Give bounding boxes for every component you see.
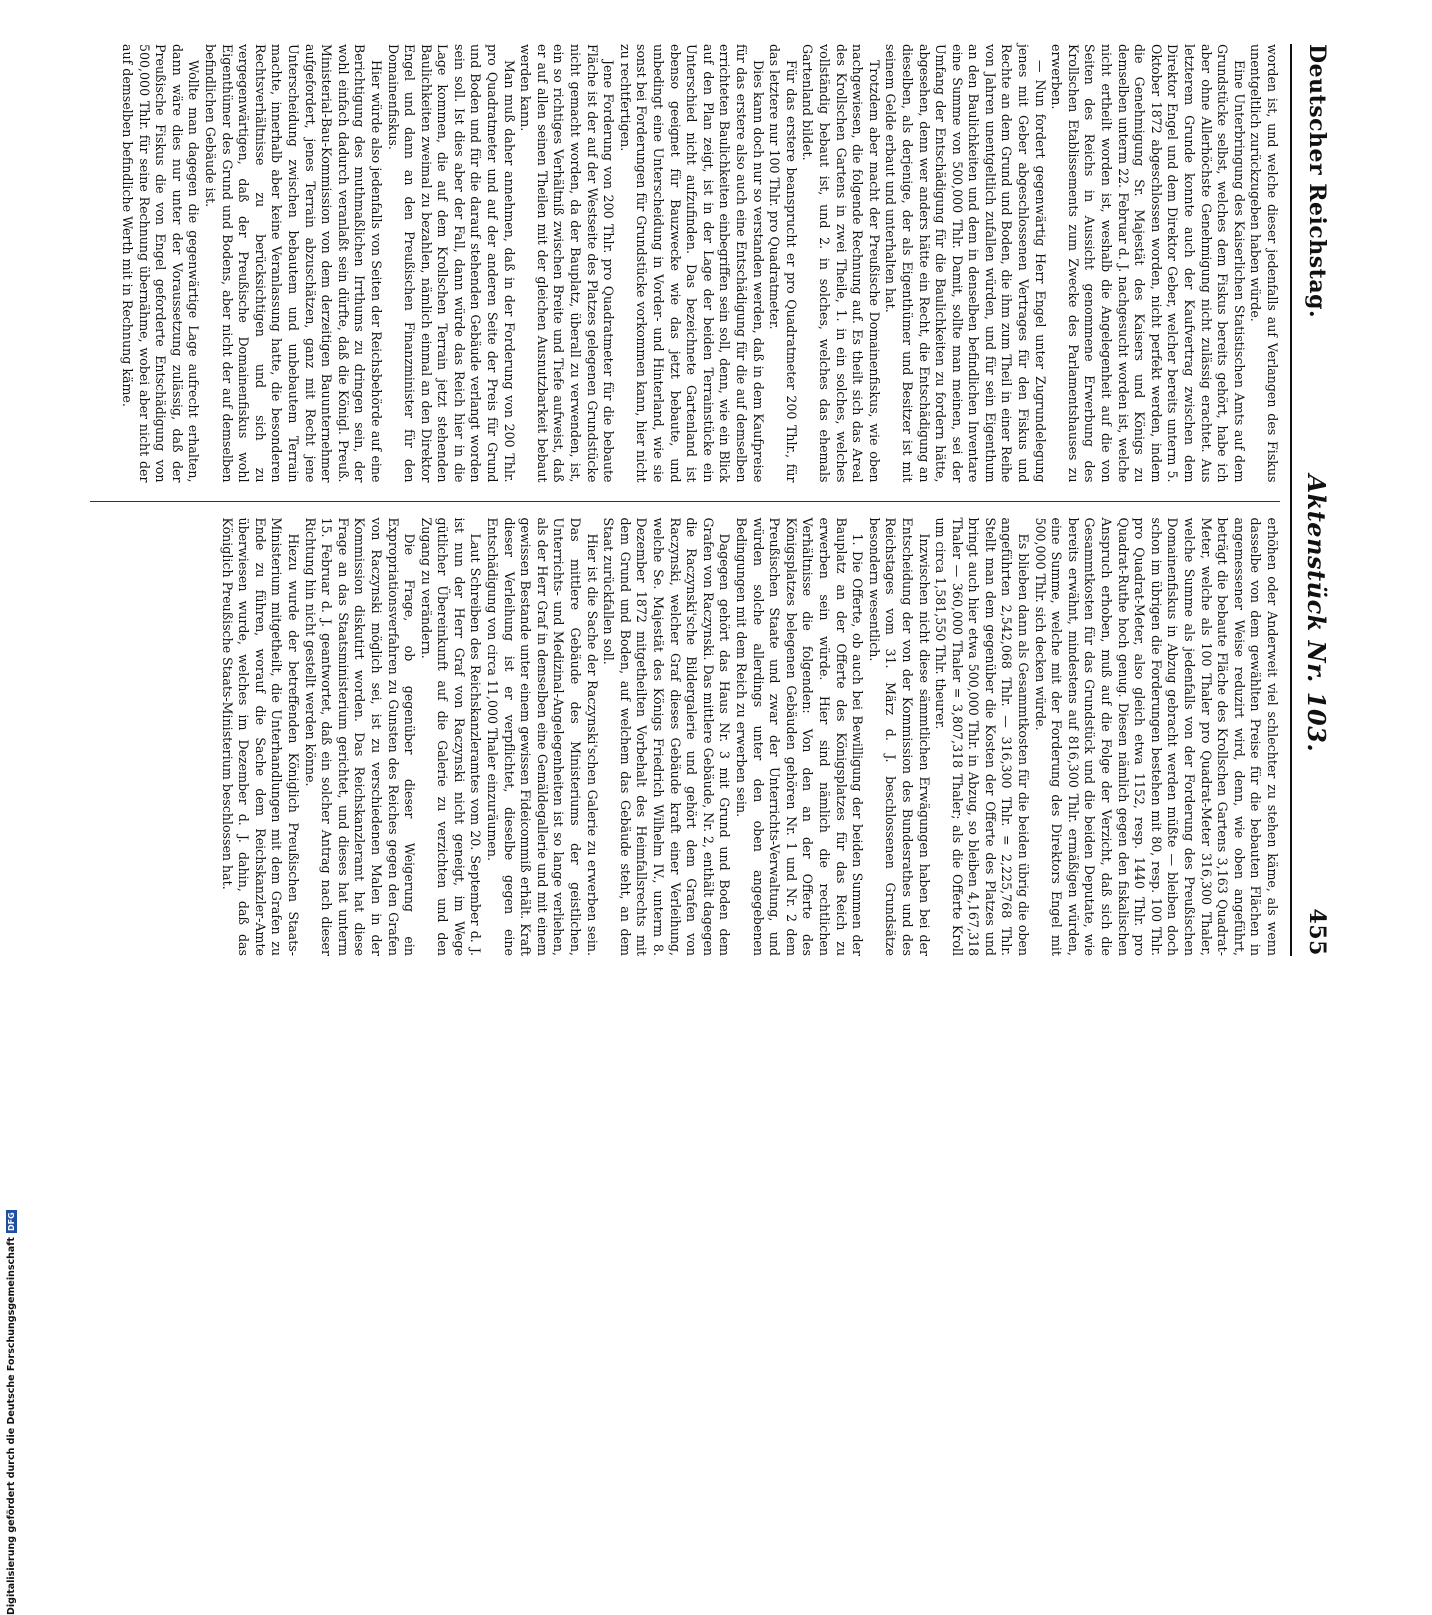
digitization-credit bbox=[2, 1212, 20, 1615]
text-column-right bbox=[90, 501, 1280, 957]
paragraph: Die Frage, ob gegenüber dieser Weigerung ein Expropriationsverfahren zu Gunsten des Reiches gegen den Grafen von Raczynski möglich sei, ist zu verschiedenen Malen in der Kommission diskutirt worden. Das Reichskanzleramt hat diese Frage an das Staatsministerium gerichtet, und dieses hat unterm 15. Februar d. J. geantwortet, daß ein solcher Antrag nach dieser Richtung hin nicht gestellt werden könne. bbox=[302, 517, 418, 956]
paragraph: worden ist, und welche dieser jedenfalls auf Verlangen des Fiskus unentgeltlich zurückzugeben haben würde. bbox=[1248, 44, 1280, 483]
page-header bbox=[1290, 44, 1342, 956]
paragraph: Hier würde also jedenfalls von Seiten der Reichsbehörde auf eine Berichtigung des muthmaßlichen Irrthums zu dringen sein, der wohl einfach dadurch veranlaßt sein dürfte, daß die Königl. Preuß. Ministerial-Bau-Kommission von dem derzeitigen Bauunternehmer aufgefordert, jenes Terrain abzuschätzen, ganz mit Recht jene Unterscheidung zwischen bebautem und unbebautem Terrain machte, innerhalb aber keine Veranlassung hatte, die besonderen Rechtsverhältnisse zu berücksichtigen und sich zu vergegenwärtigen, daß der Preußische Domainenfiskus wohl Eigenthümer des Grund und Bodens, aber nicht der auf demselben befindlichen Gebäude ist. bbox=[203, 44, 384, 483]
paragraph: Trotzdem aber macht der Preußische Domainenfiskus, wie oben nachgewiesen, die folgende Rechnung auf. Es theilt sich das Areal des Krollschen Gartens in zwei Theile, 1. in ein solches, welches vollständig bebaut ist, und 2. in solches, welches das ehemals Gartenland bildet. bbox=[800, 44, 882, 483]
paragraph: Man muß daher annehmen, daß in der Forderung von 200 Thlr. pro Quadratmeter und auf der anderen Seite der Preis für Grund und Boden und für die darauf stehenden Gebäude verlangt worden sein soll. Ist dies aber der Fall, dann würde das Reich hier in die Lage kommen, die auf dem Krollschen Terrain jetzt stehenden Baulichkeiten zweimal zu bezahlen, nämlich einmal an den Direktor Engel und dann an den Preußischen Finanzminister für den Domainenfiskus. bbox=[385, 44, 517, 483]
text-column-left bbox=[90, 44, 1280, 483]
paragraph: erhöhen oder Anderweit viel schlechter zu stehen käme, als wenn dasselbe von dem gewählten Preise für die bebauten Flächen in angemessener Weise reduzirt wird, denn, wie oben angeführt, beträgt die bebaute Fläche des Krollschen Gartens 3,163 Quadrat-Meter, welche als 100 Thaler pro Quadrat-Meter 316,300 Thaler, welche Summe als jedenfalls von der Forderung des Preußischen Domainenfiskus in Abzug gebracht werden müßte — bleiben doch schon im übrigen die Forderungen bestehen mit 80, resp. 100 Thlr. pro Quadrat-Meter, also gleich etwa 1152, resp. 1440 Thlr. pro Quadrat-Ruthe hoch genug. Diesen nämlich gegen den fiskalischen Anspruch erhoben, muß auf die Folge der Verzicht, daß sich die Gesammtkosten für das Grundstück und die beiden Deputate, wie bereits erwähnt, mindestens auf 816,300 Thlr. ermäßigen würden, eine Summe, welche mit der Forderung des Direktors Engel mit 500,000 Thlr. sich decken würde. bbox=[1032, 517, 1280, 956]
paragraph: Für das erstere beansprucht er pro Quadratmeter 200 Thlr., für das letztere nur 100 Thlr. pro Quadratmeter. bbox=[767, 44, 799, 483]
paragraph: 1. Die Offerte, ob auch bei Bewilligung der beiden Summen der Bauplatz an der Offerte des Königsplatzes für das Reich zu erwerben sein würde. Hier sind nämlich die rechtlichen Verhältnisse die folgenden: Von den an der Offerte des Königsplatzes belegenen Gebäuden gehören Nr. 1 und Nr. 2 dem Preußischen Staate und zwar der Unterrichts-Verwaltung, und würden solche allerdings unter den oben angegebenen Bedingungen mit dem Reich zu erwerben sein. bbox=[734, 517, 866, 956]
header-publication: Deutscher Reichstag. bbox=[1304, 44, 1330, 319]
paragraph: — Nun fordert gegenwärtig Herr Engel unter Zugrundelegung jenes mit Geber abgeschlossenen Vertrages für den Fiskus und Rechte an dem Grund und Boden, die ihm zum Theil in einer Reihe von Jahren unentgeltlich zufallen würden, und für sein Eigenthum an den Baulichkeiten und dem in denselben befindlichen Inventare eine Summe von 500,000 Thlr. Damit, sollte man meinen, sei der Umfang der Entschädigung für die Baulichkeiten zu fordern hätte, abgesehen, denn wer anders hätte ein Recht, die Entschädigung an dieselben, als derjenige, der als Eigenthümer und Besitzer ist mit seinem Gelde erbaut und unterhalten hat. bbox=[883, 44, 1048, 483]
dfg-logo-icon: DFG bbox=[6, 1212, 16, 1232]
paragraph: Es blieben dann als Gesammtkosten für die beiden übrig die oben angeführten 2,542,068 Thlr. — 316,300 Thlr. = 2,225,768 Thlr. Stellt man dem gegenüber die Kosten der Offerte des Platzes und bringt auch hier etwa 500,000 Thlr. in Abzug, so bleiben 4,167,318 Thaler — 360,000 Thaler = 3,807,318 Thaler; als die Offerte Kroll um circa 1,581,550 Thlr. theurer. bbox=[933, 517, 1032, 956]
header-document-number: Aktenstück Nr. 103. bbox=[1302, 474, 1332, 753]
paragraph: Laut Schreiben des Reichskanzleramtes vom 20. September d. J. ist nun der Herr Graf von Raczynski nicht geneigt, im Wege gütlicher Übereinkunft auf die Galerie zu verzichten und den Zugang zu verändern. bbox=[418, 517, 484, 956]
paragraph: Dagegen gehört das Haus Nr. 3 mit Grund und Boden dem Grafen von Raczynski. Das mittlere Gebäude, Nr. 2, enthält dagegen die Raczynski'sche Bildergalerie und gehört dem Grafen von Raczynski, welcher Graf dieses Gebäude kraft einer Verleihung, welche Se. Majestät des Königs Friedrich Wilhelm IV., unterm 8. Dezember 1872 mitgetheilten Vorbehalt des Heimfallsrechts mit dem Grund und Boden, auf welchem das Gebäude steht, an dem Staat zurückfallen soll. bbox=[601, 517, 733, 957]
text-columns bbox=[90, 44, 1280, 956]
paragraph: Hiezu wurde der betreffenden Königlich Preußischen Staats-Ministerium mitgetheilt, die Unterhandlungen mit dem Grafen zu Ende zu führen, worauf die Sache dem Reichskanzler-Amte überwiesen wurde, welches im Dezember d. J. dahin, daß das Königlich Preußische Staats-Ministerium beschlossen hat. bbox=[219, 517, 301, 956]
credit-text: Digitalisierung gefördert durch die Deutsche Forschungsgemeinschaft bbox=[5, 1237, 17, 1615]
paragraph: Inzwischen nicht diese sämmtlichen Erwägungen haben bei der Entscheidung der von der Kommission des Bundesrathes und des Reichstages vom 31. März d. J. beschlossenen Grundsätze besondern wesentlich. bbox=[866, 517, 932, 956]
paragraph: Jene Forderung von 200 Thlr. pro Quadratmeter für die bebaute Fläche ist der auf der Westseite des Platzes gelegenen Grundstücke nicht gemacht worden, da der Bauplatz, überall zu verwenden, ist, ein so richtiges Verhältniß zwischen Breite und Tiefe aufweist, daß er auf allen seinen Theilen mit der gleichen Ausnutzbarkeit bebaut werden kann. bbox=[518, 44, 617, 483]
paragraph: Wollte man dagegen die gegenwärtige Lage aufrecht erhalten, dann wäre dies nur unter der Voraussetzung zulässig, daß der Preußische Fiskus die von Engel geforderte Entschädigung von 500,000 Thlr. für seine Rechnung übernähme, wobei aber nicht der auf demselben befindliche Werth mit in Rechnung käme. bbox=[120, 44, 202, 483]
paragraph: Dies kann doch nur so verstanden werden, daß in dem Kaufpreise für das erstere also auch eine Entschädigung für die auf demselben errichteten Baulichkeiten einbegriffen sein soll, denn, wie ein Blick auf den Plan zeigt, ist in der Lage der beiden Terrainstücke ein Unterschied nicht aufzufinden. Das bezeichnete Gartenland ist ebenso geeignet für Bauzwecke wie das jetzt bebaute, und unbedingt eine Unterscheidung in Vorder- und Hinterland, wie sie sonst bei Forderungen für Grundstücke vorkommen kann, hier nicht zu rechtfertigen. bbox=[617, 44, 766, 483]
paragraph: Hier ist die Sache der Raczynski'schen Galerie zu erwerben sein. Das mittlere Gebäude des Ministeriums der geistlichen, Unterrichts- und Medizinal-Angelegenheiten ist so lange verliehen, als der Herr Graf in demselben eine Gemäldegallerie und mit einem gewissen Bestande unter einem gewissen Fideicommiß erhält. Kraft dieser Verleihung ist er verpflichtet, dieselbe gegen eine Entschädigung von circa 11,000 Thaler einzuräumen. bbox=[485, 517, 600, 956]
paragraph: Eine Unterbringung des Kaiserlichen Statistischen Amts auf dem Grundstücke selbst, welches dem Fiskus bereits gehört, habe ich aber ohne Allerhöchste Genehmigung nicht zulässig erachtet. Aus letzterem Grunde konnte auch der Kaufvertrag zwischen dem Direktor Engel und dem Direktor Geber, welcher bereits unterm 5. Oktober 1872 abgeschlossen worden, nicht perfekt werden, indem die Genehmigung Sr. Majestät des Kaisers und Königs zu demselben unterm 22. Februar d. J. nachgesucht worden ist, welche nicht ertheilt worden ist, weshalb die Angelegenheit auf die von Seiten des Reichs in Aussicht genommene Erwerbung des Krollschen Etablissements zum Zwecke des Parlamentshauses zu erwerben. bbox=[1049, 44, 1247, 483]
header-page-number: 455 bbox=[1304, 908, 1330, 956]
